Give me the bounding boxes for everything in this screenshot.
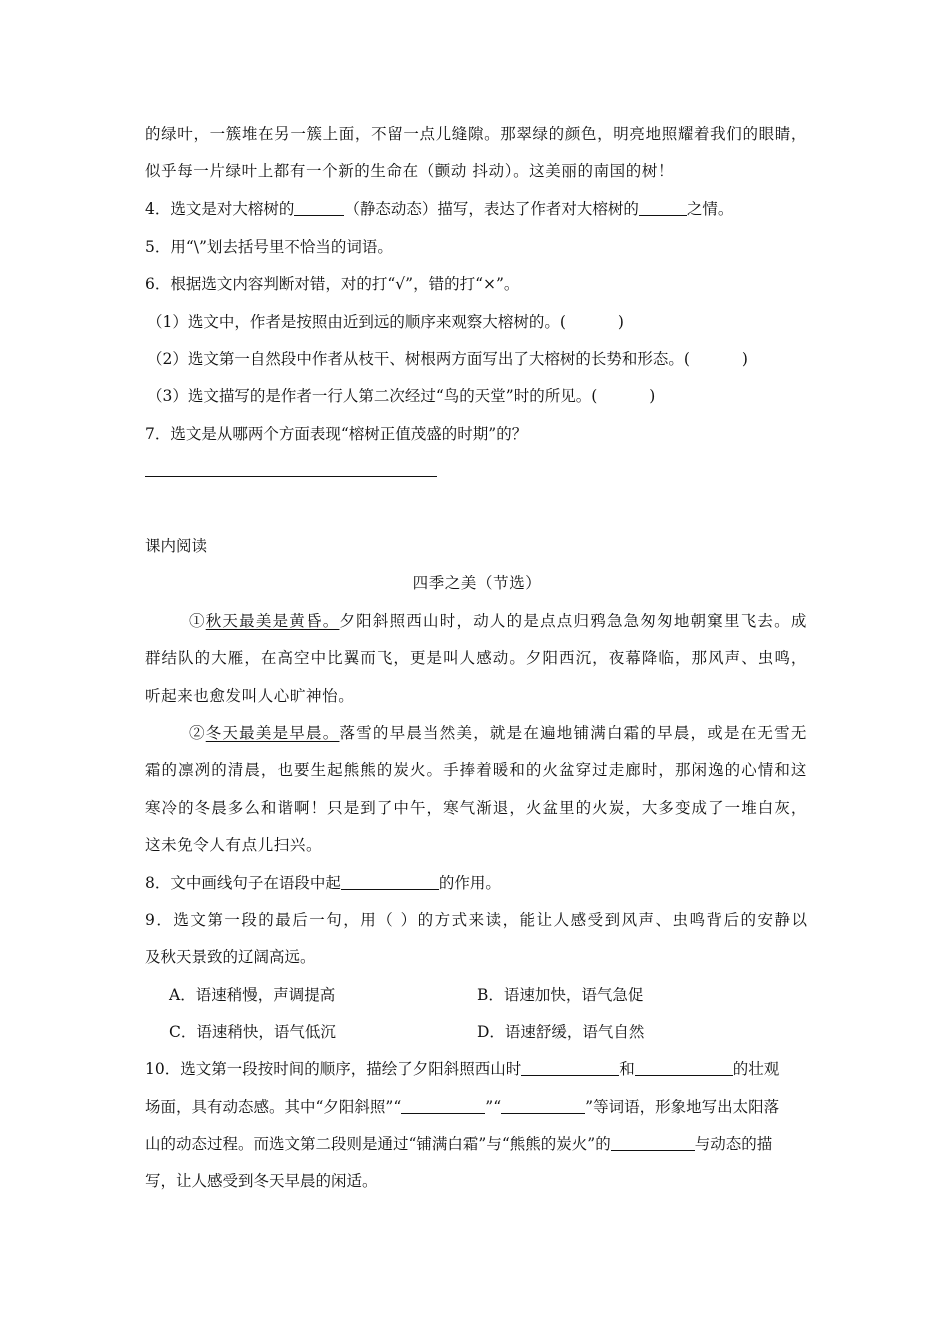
passage1-line2: 似乎每一片绿叶上都有一个新的生命在（颤动 抖动）。这美丽的南国的树！: [145, 162, 675, 180]
q6-item-3-text: （3）选文描写的是作者一行人第二次经过“鸟的天堂”时的所见。(: [147, 387, 598, 405]
q10-text-3b: 与动态的描: [694, 1135, 773, 1153]
q10-blank-2[interactable]: [635, 1060, 733, 1076]
question-10-line3: [145, 1133, 772, 1155]
q6-item-2-close: ): [741, 350, 748, 368]
q10-blank-4[interactable]: [501, 1098, 585, 1114]
q10-blank-5[interactable]: [611, 1135, 695, 1151]
q7-answer-line[interactable]: [145, 476, 437, 477]
para1-line1: [189, 610, 807, 632]
question-10-line1: [145, 1058, 779, 1080]
q10-text-2c: ”等词语，形象地写出太阳落: [585, 1098, 780, 1116]
q10-text-1a: 10．选文第一段按时间的顺序，描绘了夕阳斜照西山时: [145, 1060, 522, 1078]
q6-item-2: [147, 348, 748, 370]
question-7: 7．选文是从哪两个方面表现“榕树正值茂盛的时期”的？: [145, 425, 528, 443]
question-4: [145, 198, 733, 220]
q6-item-1: [147, 311, 624, 333]
section-heading: 课内阅读: [145, 537, 208, 555]
para1-number: ①: [189, 612, 206, 630]
para2-line1: [189, 722, 807, 744]
q9-option-d[interactable]: D．语速舒缓，语气自然: [477, 1023, 645, 1041]
question-9-line2: 及秋天景致的辽阔高远。: [145, 948, 316, 966]
question-6-stem: 6．根据选文内容判断对错，对的打“√”，错的打“×”。: [145, 275, 520, 293]
question-9-line1: 9．选文第一段的最后一句，用（ ）的方式来读，能让人感受到风声、虫鸣背后的安静以: [145, 911, 807, 929]
q4-text-b: （静态动态）描写，表达了作者对大榕树的: [344, 200, 639, 218]
q10-text-1c: 的壮观: [732, 1060, 780, 1078]
passage-title: 四季之美（节选）: [412, 574, 542, 592]
q9-option-b[interactable]: B．语速加快，语气急促: [477, 986, 644, 1004]
para2-line2: 霜的凛冽的清晨，也要生起熊熊的炭火。手捧着暖和的火盆穿过走廊时，那闲逸的心情和这: [145, 761, 807, 779]
q10-text-1b: 和: [619, 1060, 635, 1078]
question-10-line4: 写，让人感受到冬天早晨的闲适。: [145, 1172, 378, 1190]
para2-line3: 寒冷的冬晨多么和谐啊！只是到了中午，寒气渐退，火盆里的火炭，大多变成了一堆白灰，: [145, 799, 807, 817]
q4-blank-1[interactable]: [294, 200, 344, 216]
q6-item-3-close: ): [649, 387, 656, 405]
para2-line1-rest: 落雪的早晨当然美，就是在遍地铺满白霜的早晨，或是在无雪无: [339, 724, 807, 742]
q6-item-1-text: （1）选文中，作者是按照由近到远的顺序来观察大榕树的。(: [147, 313, 566, 331]
q8-text-b: 的作用。: [438, 874, 501, 892]
q8-blank[interactable]: [341, 874, 439, 890]
para2-line4: 这未免令人有点儿扫兴。: [145, 836, 323, 854]
q9-option-a[interactable]: A．语速稍慢，声调提高: [169, 986, 336, 1004]
para1-underlined-sentence: 秋天最美是黄昏。: [205, 612, 340, 630]
q6-item-3: [147, 385, 655, 407]
para1-line2: 群结队的大雁，在高空中比翼而飞，更是叫人感动。夕阳西沉，夜幕降临，那风声、虫鸣，: [145, 649, 807, 667]
question-8: [145, 872, 501, 894]
q6-item-1-close: ): [617, 313, 624, 331]
q8-text-a: 8．文中画线句子在语段中起: [145, 874, 341, 892]
para1-line1-rest: 夕阳斜照西山时，动人的是点点归鸦急急匆匆地朝窠里飞去。成: [339, 612, 807, 630]
q10-blank-1[interactable]: [521, 1060, 619, 1076]
q10-text-2b: ”“: [485, 1098, 502, 1116]
q10-text-3a: 山的动态过程。而选文第二段则是通过“铺满白霜”与“熊熊的炭火”的: [145, 1135, 611, 1153]
passage1-line1: 的绿叶，一簇堆在另一簇上面，不留一点儿缝隙。那翠绿的颜色，明亮地照耀着我们的眼睛，: [145, 125, 807, 143]
para2-number: ②: [189, 724, 206, 742]
question-5: 5．用“\”划去括号里不恰当的词语。: [145, 238, 393, 256]
question-10-line2: [145, 1096, 779, 1118]
para2-underlined-sentence: 冬天最美是早晨。: [205, 724, 340, 742]
q9-option-c[interactable]: C．语速稍快，语气低沉: [169, 1023, 336, 1041]
para1-line3: 听起来也愈发叫人心旷神怡。: [145, 687, 355, 705]
q4-text-c: 之情。: [686, 200, 734, 218]
q10-blank-3[interactable]: [401, 1098, 485, 1114]
q4-text-a: 4．选文是对大榕树的: [145, 200, 295, 218]
q4-blank-2[interactable]: [639, 200, 687, 216]
q10-text-2a: 场面，具有动态感。其中“夕阳斜照”“: [145, 1098, 402, 1116]
q6-item-2-text: （2）选文第一自然段中作者从枝干、树根两方面写出了大榕树的长势和形态。(: [147, 350, 690, 368]
